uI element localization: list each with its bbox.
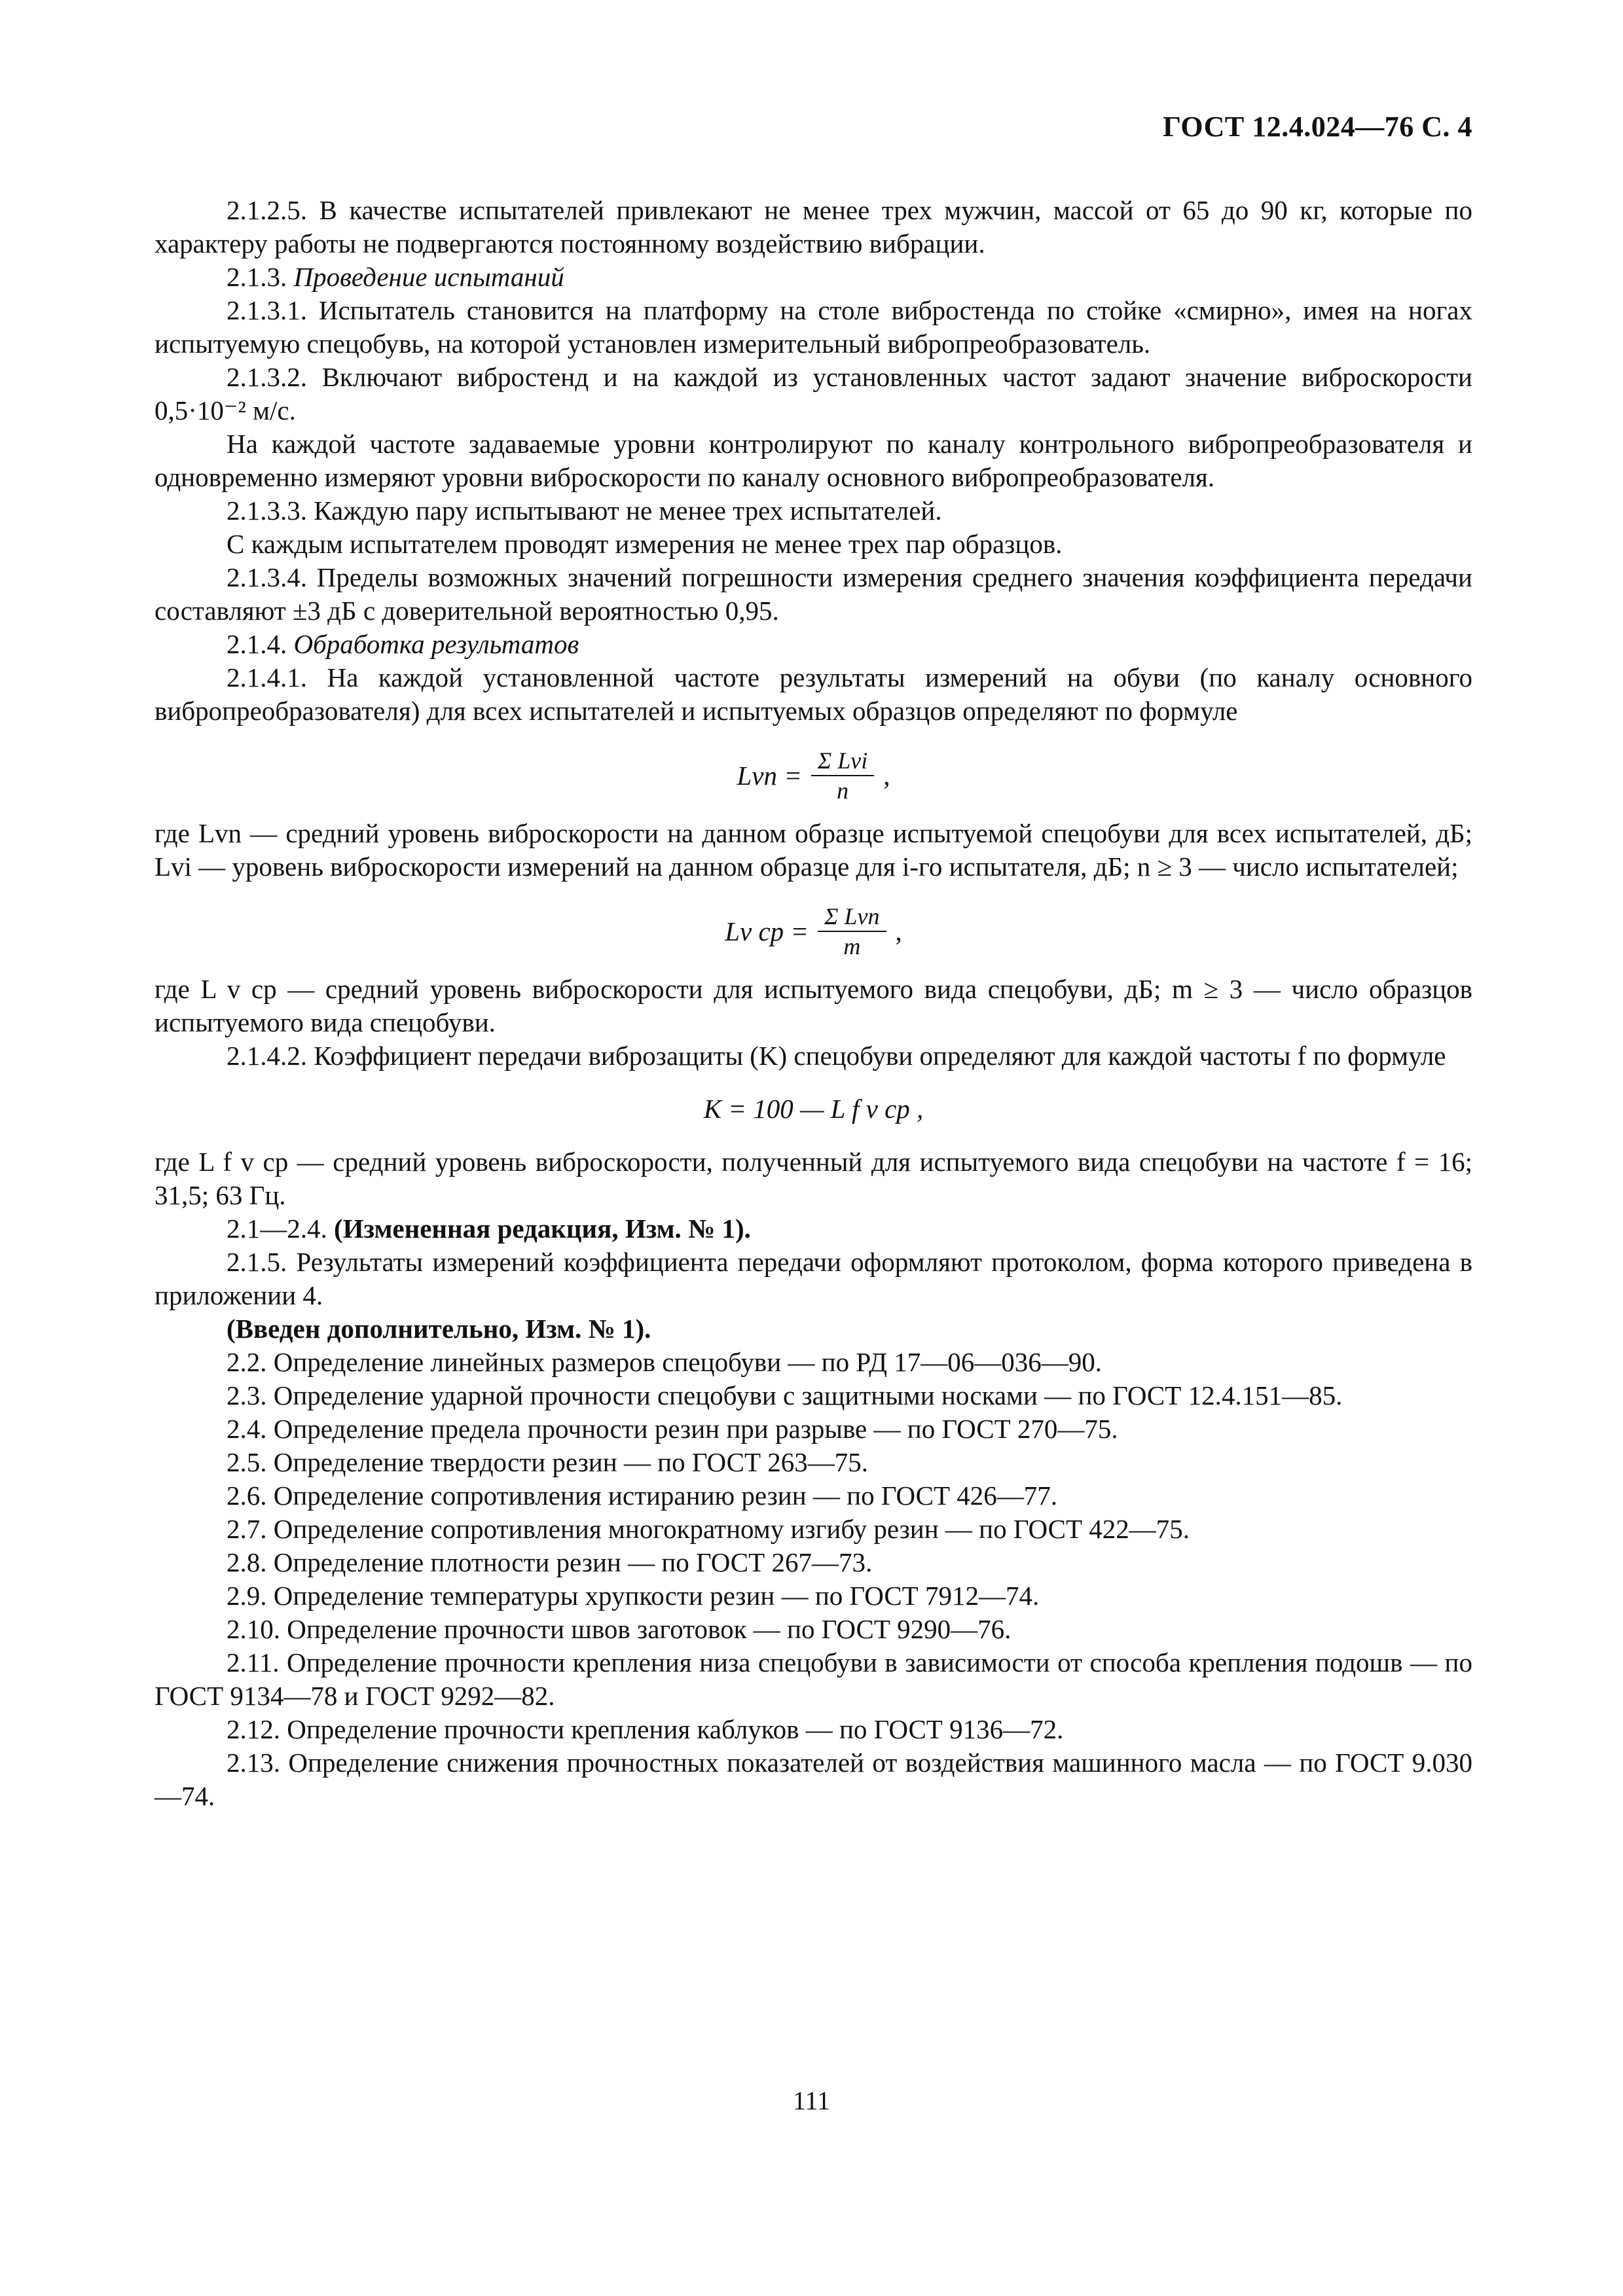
section-number: 2.1.4. — [227, 629, 287, 659]
section-heading — [155, 628, 1472, 661]
list-item: 2.10. Определение прочности швов заготовок — по ГОСТ 9290—76. — [227, 1614, 1012, 1644]
section-number: 2.1—2.4. — [227, 1213, 327, 1244]
page-header: ГОСТ 12.4.024—76 С. 4 — [1162, 111, 1472, 143]
paragraph: 2.1.4.2. Коэффициент передачи виброзащиты (K) спецобуви определяют для каждой частоты f по формуле — [227, 1041, 1446, 1071]
list-item: 2.11. Определение прочности крепления низа спецобуви в зависимости от способа крепления подошв — по ГОСТ 9134—78 и ГОСТ 9292—82. — [155, 1647, 1472, 1711]
list-item: 2.9. Определение температуры хрупкости резин — по ГОСТ 7912—74. — [227, 1581, 1040, 1611]
paragraph: 2.1.5. Результаты измерений коэффициента передачи оформляют протоколом, форма которого приведена в приложении 4. — [155, 1247, 1472, 1310]
fraction-denominator: m — [843, 933, 861, 960]
list-item: 2.3. Определение ударной прочности спецобуви с защитными носками — по ГОСТ 12.4.151—85. — [227, 1380, 1343, 1410]
amendment-text: (Измененная редакция, Изм. № 1). — [334, 1213, 751, 1244]
formula-lhs: Lv ср = — [725, 916, 809, 946]
amendment-note: (Введен дополнительно, Изм. № 1). — [227, 1314, 651, 1344]
formula-3 — [155, 1092, 1472, 1126]
paragraph: С каждым испытателем проводят измерения не менее трех пар образцов. — [227, 529, 1063, 559]
paragraph: где L f v ср — средний уровень виброскорости, полученный для испытуемого вида спецобуви на частоте f = 16; 31,5; 63 Гц. — [155, 1147, 1472, 1210]
list-item: 2.8. Определение плотности резин — по ГОСТ 267—73. — [227, 1547, 873, 1577]
section-title: Проведение испытаний — [293, 262, 564, 292]
paragraph: где Lvn — средний уровень виброскорости на данном образце испытуемой спецобуви для всех испытателей, дБ; Lvi — уровень виброскорости измерений на данном образце для i-го испытателя, дБ; n ≥ 3 — число испытателей; — [155, 818, 1472, 882]
formula-lhs: Lvn = — [737, 760, 802, 791]
list-item: 2.4. Определение предела прочности резин при разрыве — по ГОСТ 270—75. — [227, 1414, 1118, 1444]
list-item: 2.7. Определение сопротивления многократному изгибу резин — по ГОСТ 422—75. — [227, 1514, 1190, 1544]
list-item: 2.6. Определение сопротивления истиранию резин — по ГОСТ 426—77. — [227, 1480, 1058, 1511]
fraction — [811, 747, 874, 804]
amendment-note — [155, 1212, 1472, 1246]
paragraph: где L v ср — средний уровень виброскорости для испытуемого вида спецобуви, дБ; m ≥ 3 — число образцов испытуемого вида спецобуви. — [155, 974, 1472, 1037]
section-heading — [155, 260, 1472, 294]
fraction-numerator: Σ Lvn — [818, 903, 886, 932]
formula-text: K = 100 — L f v ср , — [703, 1094, 924, 1124]
paragraph: 2.1.3.3. Каждую пару испытывают не менее трех испытателей. — [227, 495, 942, 526]
page-number: 111 — [792, 2086, 831, 2115]
fraction — [818, 903, 886, 960]
formula-tail: , — [883, 760, 890, 791]
paragraph: 2.1.3.2. Включают вибростенд и на каждой из установленных частот задают значение виброскорости 0,5·10⁻² м/с. — [155, 362, 1472, 425]
paragraph: 2.1.4.1. На каждой установленной частоте результаты измерений на обуви (по каналу основного вибропреобразователя) для всех испытателей и испытуемых образцов определяют по формуле — [155, 662, 1472, 726]
paragraph: 2.1.3.1. Испытатель становится на платформу на столе вибростенда по стойке «смирно», имея на ногах испытуемую спецобувь, на которой установлен измерительный вибропреобразователь. — [155, 295, 1472, 359]
section-number: 2.1.3. — [227, 262, 287, 292]
fraction-denominator: n — [837, 778, 849, 804]
paragraph: 2.1.3.4. Пределы возможных значений погрешности измерения среднего значения коэффициента передачи составляют ±3 дБ с доверительной вероятностью 0,95. — [155, 562, 1472, 626]
fraction-numerator: Σ Lvi — [811, 747, 874, 776]
formula-tail: , — [895, 916, 902, 946]
list-item: 2.2. Определение линейных размеров спецобуви — по РД 17—06—036—90. — [227, 1347, 1103, 1377]
document-body — [155, 194, 1472, 1813]
paragraph: На каждой частоте задаваемые уровни контролируют по каналу контрольного вибропреобразователя и одновременно измеряют уровни виброскорости по каналу основного вибропреобразователя. — [155, 429, 1472, 492]
formula-2 — [155, 903, 1472, 960]
list-item: 2.5. Определение твердости резин — по ГОСТ 263—75. — [227, 1447, 869, 1477]
paragraph: 2.1.2.5. В качестве испытателей привлекают не менее трех мужчин, массой от 65 до 90 кг, которые по характеру работы не подвергаются постоянному воздействию вибрации. — [155, 195, 1472, 259]
formula-1 — [155, 747, 1472, 804]
section-title: Обработка результатов — [293, 629, 579, 659]
list-item: 2.13. Определение снижения прочностных показателей от воздействия машинного масла — по ГОСТ 9.030—74. — [155, 1748, 1472, 1811]
list-item: 2.12. Определение прочности крепления каблуков — по ГОСТ 9136—72. — [227, 1714, 1064, 1744]
